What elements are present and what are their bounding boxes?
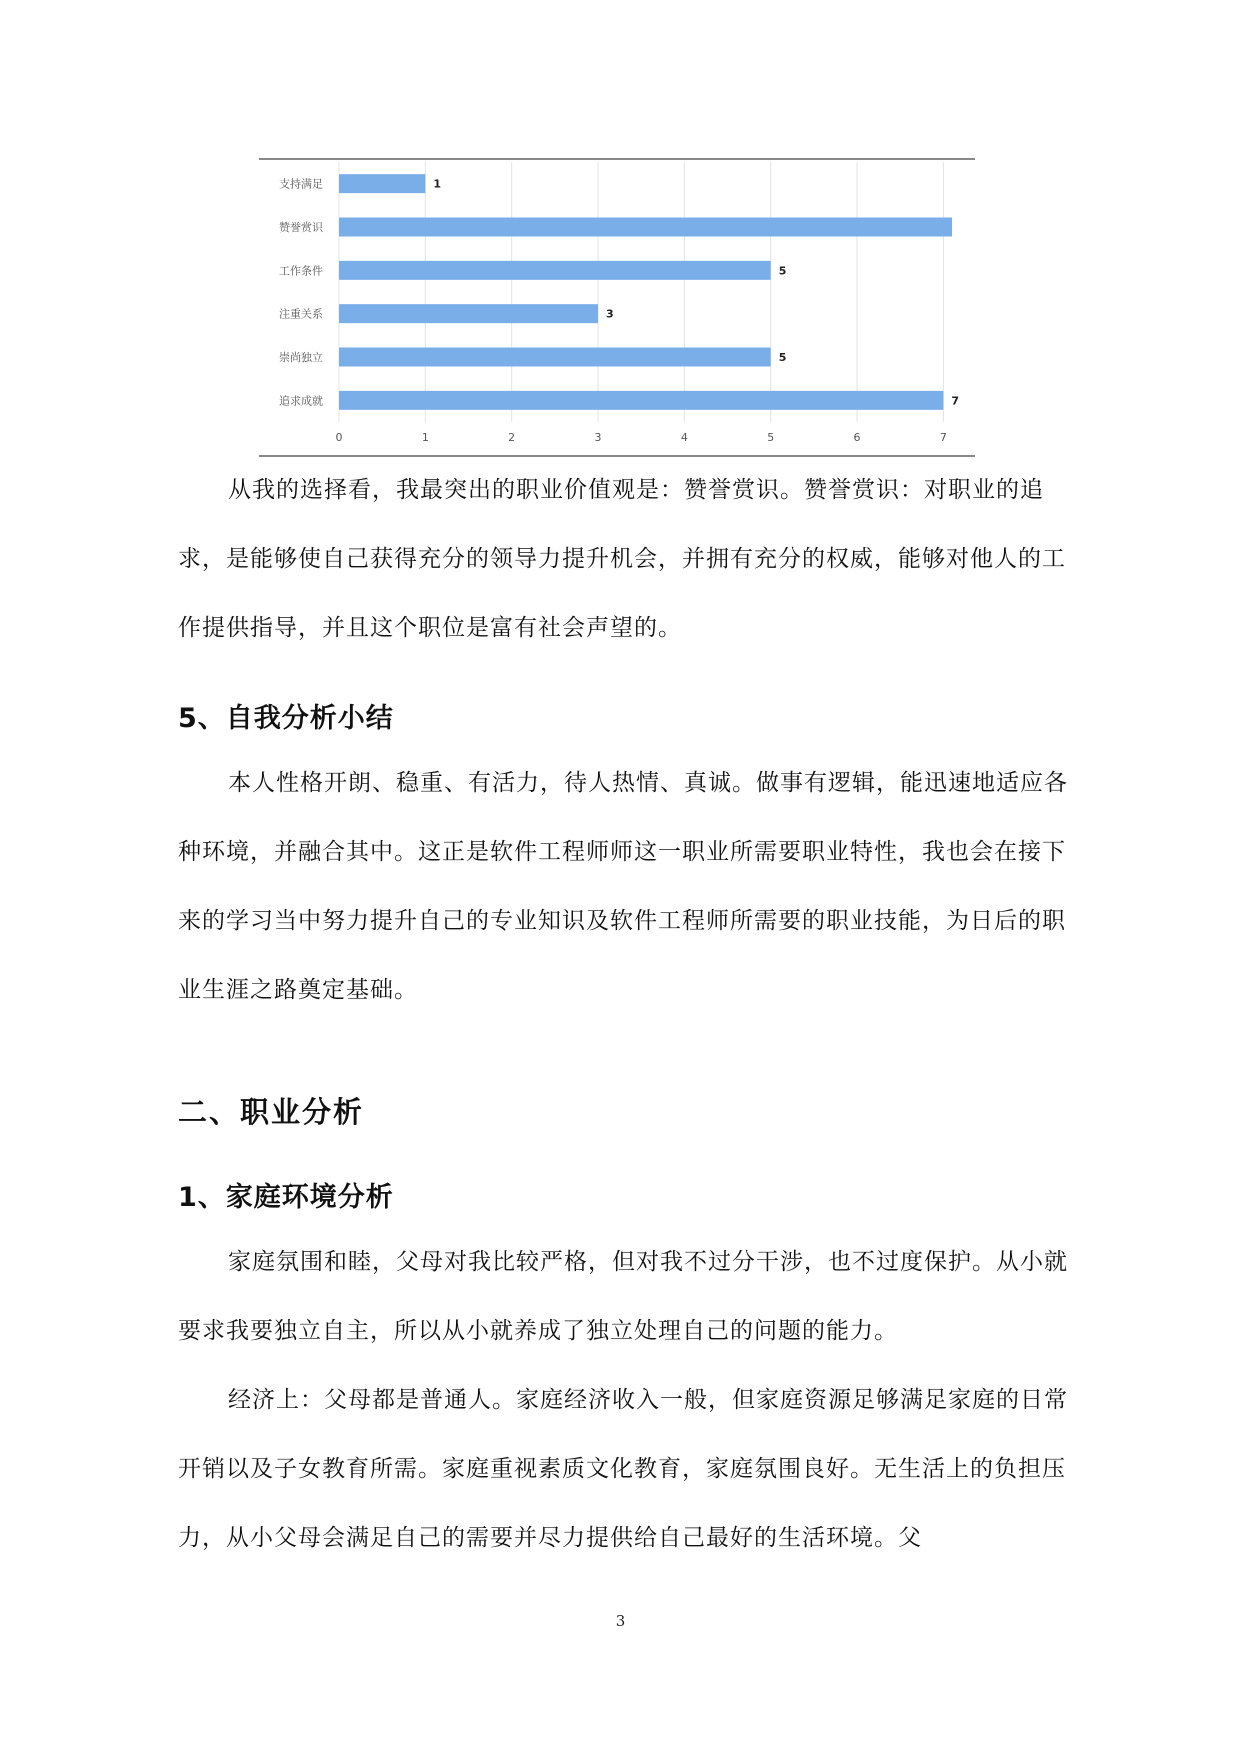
bar-value-label: 3 [606,307,614,321]
x-tick-label: 0 [335,431,343,444]
category-label: 支持满足 [279,177,323,191]
bar-value-label: 7 [951,394,960,408]
bar [339,348,771,367]
x-tick-label: 7 [939,431,947,444]
bar [339,174,425,193]
heading-career-analysis: 二、职业分析 [178,1095,365,1129]
category-label: 注重关系 [279,307,323,321]
x-tick-label: 4 [680,431,688,444]
x-tick-label: 6 [853,431,861,444]
bar-value-label: 5 [778,264,787,278]
paragraph-family-economy: 经济上：父母都是普通人。家庭经济收入一般，但家庭资源足够满足家庭的日常开销以及子女教育所需。家庭重视素质文化教育，家庭氛围良好。无生活上的负担压力，从小父母会满足自己的需要并尽力提供给自己最好的生活环境。父 [178,1387,1068,1551]
category-label: 赞誉赏识 [279,221,323,234]
page-number: 3 [615,1612,626,1630]
paragraph-family-atmosphere: 家庭氛围和睦，父母对我比较严格，但对我不过分干涉，也不过度保护。从小就要求我要独立自主，所以从小就养成了独立处理自己的问题的能力。 [178,1249,1068,1344]
x-tick-label: 3 [594,431,602,444]
x-tick-label: 2 [508,431,516,444]
category-label: 追求成就 [279,394,323,408]
bar [339,304,598,323]
bar [339,391,943,410]
heading-family-environment: 1、家庭环境分析 [178,1182,394,1213]
paragraph-self-summary: 本人性格开朗、稳重、有活力，待人热情、真诚。做事有逻辑，能迅速地适应各种环境，并融合其中。这正是软件工程师师这一职业所需要职业特性，我也会在接下来的学习当中努力提升自己的专业知识及软件工程师所需要的职业技能，为日后的职业生涯之路奠定基础。 [178,770,1068,1003]
bar-value-label: 5 [778,351,787,364]
bar [339,218,952,237]
bar [339,261,771,280]
heading-self-analysis-summary: 5、自我分析小结 [178,703,394,734]
x-tick-label: 1 [421,431,429,444]
category-label: 崇尚独立 [279,351,323,364]
category-label: 工作条件 [279,264,323,278]
career-values-bar-chart [259,158,975,458]
paragraph-value-conclusion: 从我的选择看，我最突出的职业价值观是：赞誉赏识。赞誉赏识：对职业的追求，是能够使自己获得充分的领导力提升机会，并拥有充分的权威，能够对他人的工作提供指导，并且这个职位是富有社会声望的。 [178,477,1066,641]
bar-value-label: 1 [433,177,441,191]
x-tick-label: 5 [767,431,775,444]
chart-svg [259,158,975,458]
